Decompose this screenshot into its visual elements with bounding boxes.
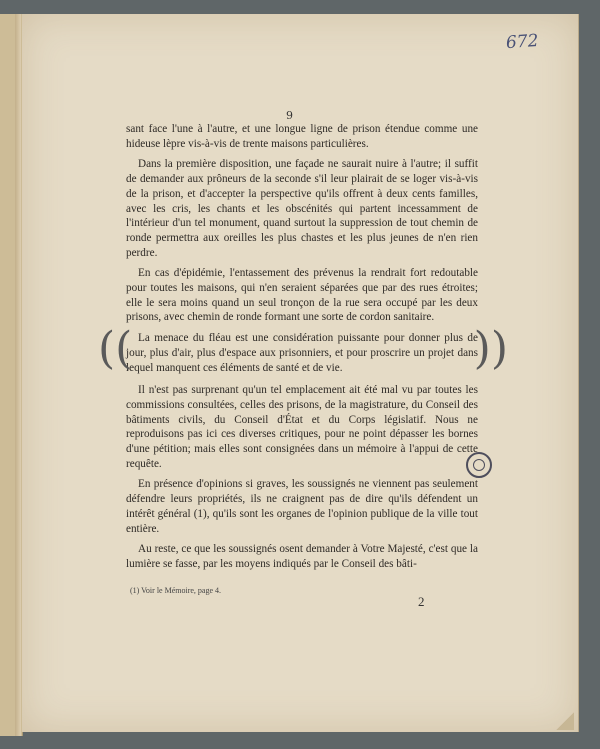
left-bracket-mark: (( <box>98 323 133 375</box>
paragraph-2: Dans la première disposition, une façade ne saurait nuire à l'autre; il suffit de demander aux prôneurs de la seconde s'il leur plairait de se loger vis-à-vis de la prison, et d'accepter la perspective qu'ils offrent à deux cents familles, avec les cris, les chants et les obscénités qui partent incessamment de l'intérieur d'un tel monument, quand surtout la suppression de tout chemin de ronde permettra aux oreilles les plus chastes et les plus jeunes de n'en rien perdre. <box>126 158 478 259</box>
paragraph-7: Au reste, ce que les soussignés osent demander à Votre Majesté, c'est que la lumière se fasse, par les moyens indiqués par le Conseil des bâti- <box>126 543 478 570</box>
paragraph-6: En présence d'opinions si graves, les soussignés ne viennent pas seulement défendre leurs propriétés, ils ne craignent pas de dire qu'ils défendent un intérêt général (1), qu'ils sont les organes de l'opinion publique de la ville tout entière. <box>126 478 478 535</box>
right-bracket-mark: )) <box>473 323 508 375</box>
document-page <box>22 14 579 732</box>
corner-fold <box>556 712 574 730</box>
footnote: (1) Voir le Mémoire, page 4. <box>130 586 222 595</box>
paragraph-4-marked <box>98 323 508 375</box>
paragraph-3: En cas d'épidémie, l'entassement des prévenus la rendrait fort redoutable pour toutes les maisons, qui n'en seraient séparées que par des rues étroites; elle le sera moins quand un seul tronçon de la rue sera occupé par les deux prisons, avec chemin de ronde formant une sorte de cordon sanitaire. <box>126 267 478 324</box>
paragraph-1: sant face l'une à l'autre, et une longue ligne de prison étendue comme une hideuse lèpre vis-à-vis de trente maisons particulières. <box>126 123 478 150</box>
signature-mark: 2 <box>418 594 425 609</box>
body-text <box>98 122 508 578</box>
paragraph-5: Il n'est pas surprenant qu'un tel emplacement ait été mal vu par toutes les commissions consultées, celles des prisons, de la magistrature, du Conseil des bâtiments civils, du Conseil d'État et du Corps législatif. Nous ne reproduisons pas ici ces diverses critiques, pour ne point dépasser les bornes d'une pétition; mais elles sont consignées dans un mémoire à l'appui de cette requête. <box>126 384 478 470</box>
paragraph-4: La menace du fléau est une considération puissante pour donner plus de jour, plus d'air, plus d'espace aux prisonniers, et pour proscrire un projet dans lequel manquent ces éléments de santé et de vie. <box>126 332 478 374</box>
previous-page-edge <box>0 14 23 736</box>
library-stamp-icon <box>466 452 492 478</box>
page-number: 9 <box>286 109 293 122</box>
folio-number: 672 <box>505 30 540 54</box>
